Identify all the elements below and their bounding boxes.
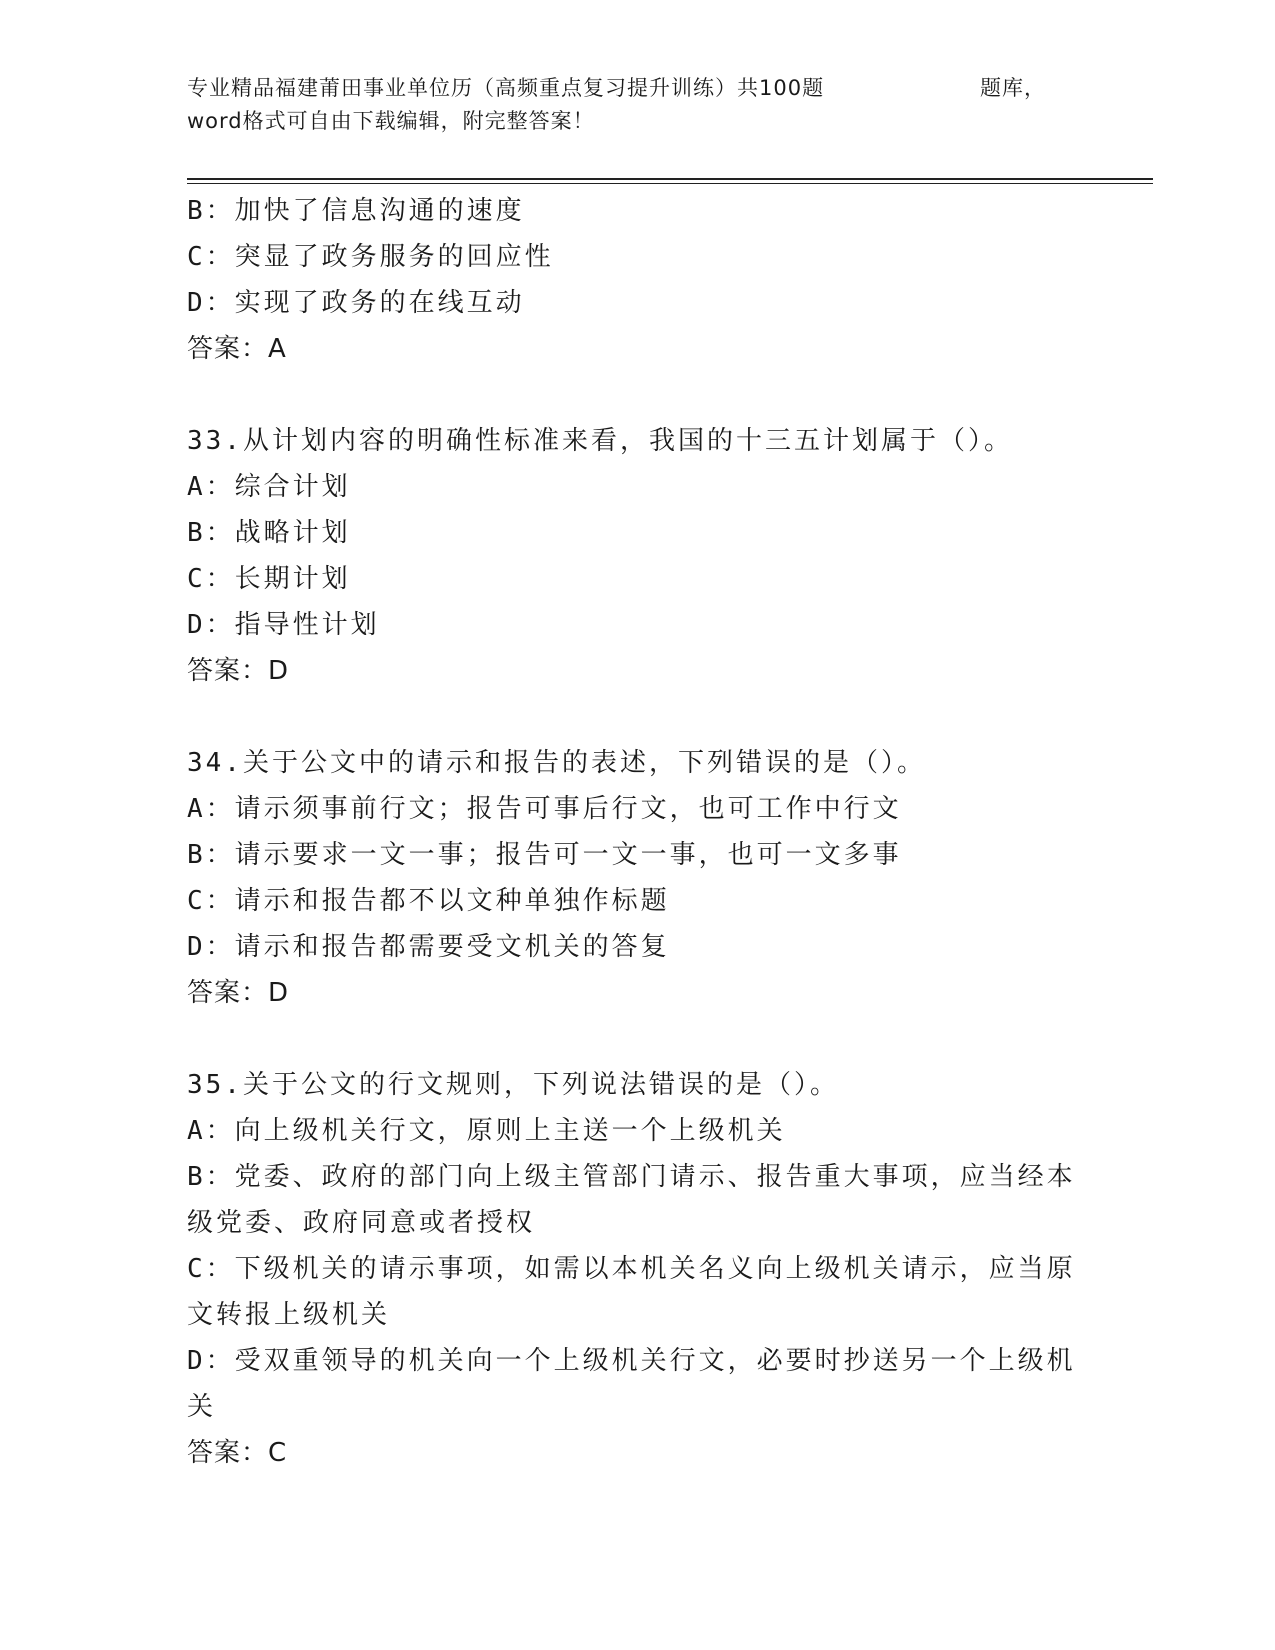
option-d: D：受双重领导的机关向一个上级机关行文，必要时抄送另一个上级机 <box>187 1346 1076 1376</box>
option-d: D：请示和报告都需要受文机关的答复 <box>187 932 670 962</box>
option-c: C：长期计划 <box>187 564 351 594</box>
option-a: A：向上级机关行文，原则上主送一个上级机关 <box>187 1116 786 1146</box>
option-b-continued: 级党委、政府同意或者授权 <box>187 1208 536 1238</box>
option-d: D：实现了政务的在线互动 <box>187 288 525 318</box>
question-content <box>187 188 1087 1476</box>
option-b: B：请示要求一文一事；报告可一文一事，也可一文多事 <box>187 840 902 870</box>
header-line-1 <box>187 72 1067 105</box>
spacer <box>187 1016 1087 1062</box>
option-a: A：综合计划 <box>187 472 351 502</box>
question-34-stem: 34.关于公文中的请示和报告的表述，下列错误的是（）。 <box>187 748 926 778</box>
answer-line: 答案：D <box>187 978 290 1008</box>
header-divider <box>187 178 1153 184</box>
spacer <box>187 694 1087 740</box>
option-d-continued: 关 <box>187 1392 217 1422</box>
option-b: B：党委、政府的部门向上级主管部门请示、报告重大事项，应当经本 <box>187 1162 1076 1192</box>
answer-line: 答案：C <box>187 1438 288 1468</box>
option-c: C：请示和报告都不以文种单独作标题 <box>187 886 670 916</box>
page-header <box>187 72 1067 138</box>
option-c: C：突显了政务服务的回应性 <box>187 242 554 272</box>
option-d: D：指导性计划 <box>187 610 380 640</box>
spacer <box>187 372 1087 418</box>
question-33-stem: 33.从计划内容的明确性标准来看，我国的十三五计划属于（）。 <box>187 426 1013 456</box>
option-b: B：加快了信息沟通的速度 <box>187 196 525 226</box>
answer-line: 答案：D <box>187 656 290 686</box>
option-c-continued: 文转报上级机关 <box>187 1300 391 1330</box>
option-b: B：战略计划 <box>187 518 351 548</box>
header-title: 专业精品福建莆田事业单位历（高频重点复习提升训练）共100题 <box>187 76 825 100</box>
header-subtitle: word格式可自由下载编辑，附完整答案！ <box>187 109 595 133</box>
option-c: C：下级机关的请示事项，如需以本机关名义向上级机关请示，应当原 <box>187 1254 1076 1284</box>
header-title-suffix: 题库， <box>980 76 1046 100</box>
question-35-stem: 35.关于公文的行文规则，下列说法错误的是（）。 <box>187 1070 839 1100</box>
option-a: A：请示须事前行文；报告可事后行文，也可工作中行文 <box>187 794 902 824</box>
answer-line: 答案：A <box>187 334 287 364</box>
